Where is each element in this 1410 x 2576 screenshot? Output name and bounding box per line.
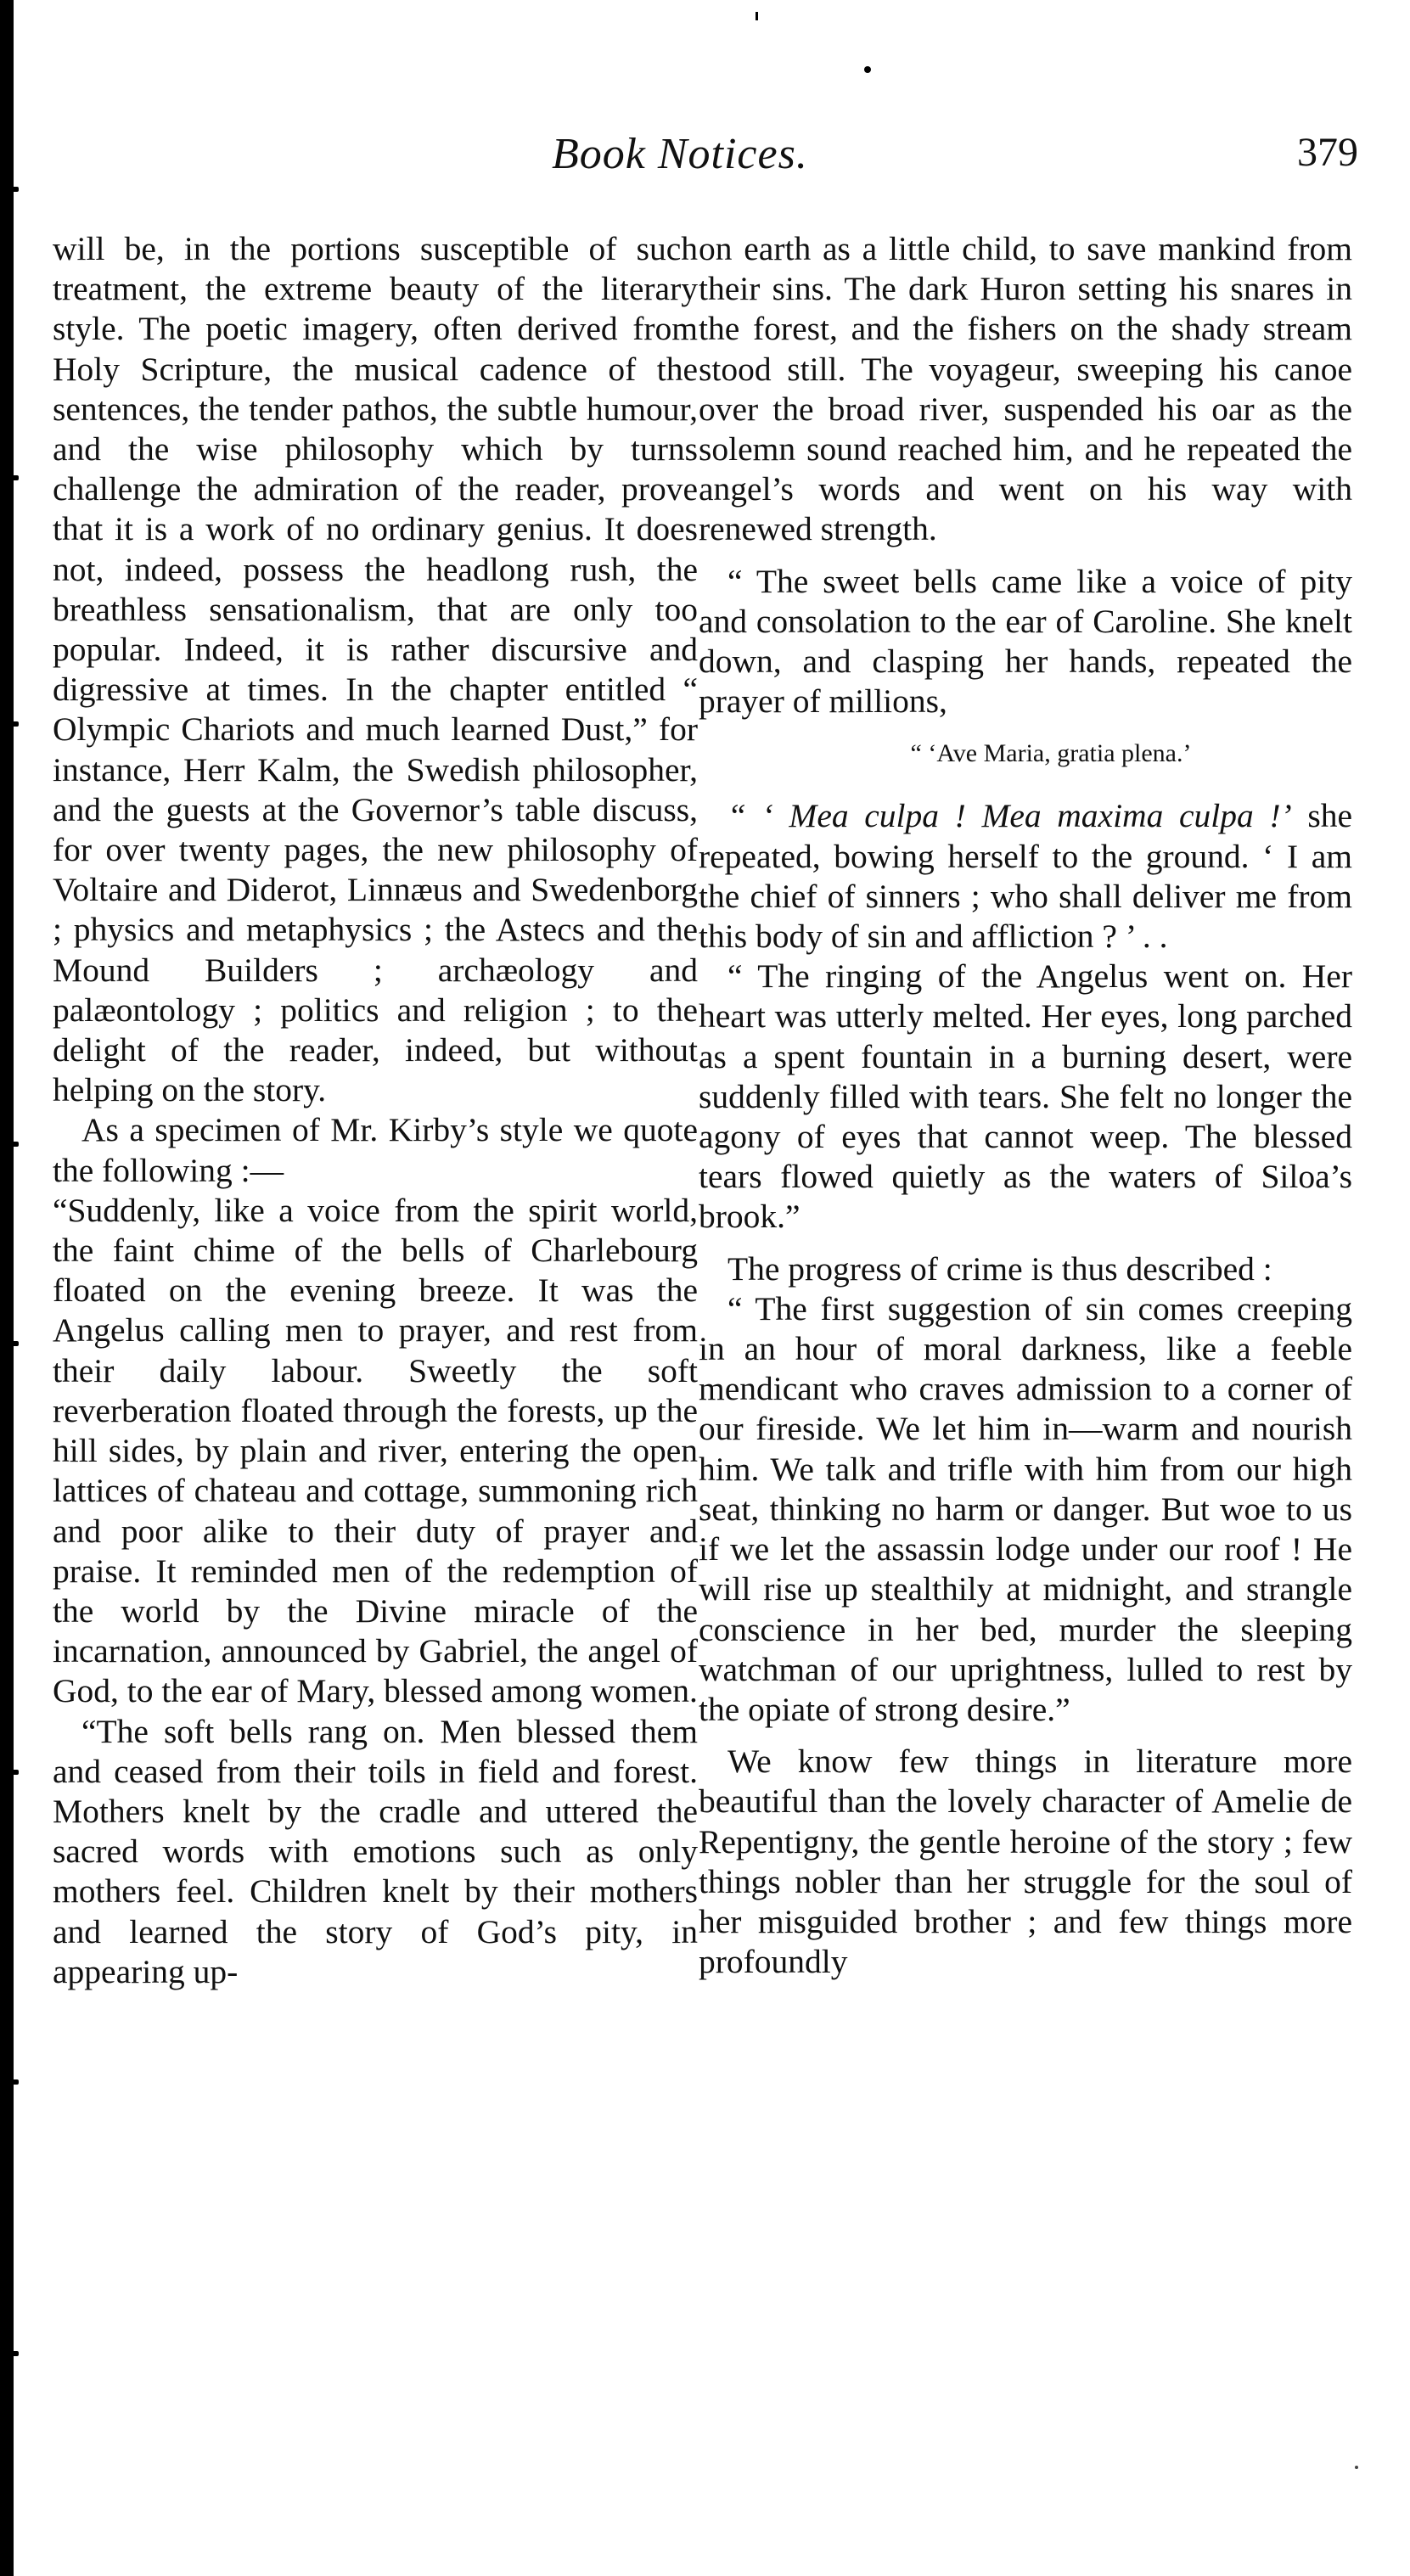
gutter-marks <box>12 0 32 2576</box>
scan-mark <box>756 12 758 20</box>
quoted-paragraph: “The soft bells rang on. Men blessed them and ceased from their toils in field and forest. Mothers knelt by the cradle and uttered the sacred words with emotions such as only mothers feel. Children knelt by their mothers and learned the story of God’s pity, in appearing up- <box>53 1712 698 1990</box>
scan-dot <box>1355 2466 1358 2469</box>
paragraph: The progress of crime is thus described : <box>727 1249 1272 1288</box>
paragraph: We know few things in literature more beautiful than the lovely character of Amelie de Repentigny, the gentle heroine of the story ; few things nobler than her struggle for the soul of her misguided brother ; and few things more profoundly <box>699 1743 1352 1981</box>
right-column <box>699 229 1352 1982</box>
paragraph-text: she repeated, bowing herself to the ground. ‘ I am the chief of sinners ; who shall deliver me from this body of sin and affliction ? ’ . . <box>699 797 1353 956</box>
quoted-paragraph: “ The sweet bells came like a voice of pity and consolation to the ear of Caroline. She knelt down, and clasping her hands, repeated the prayer of millions, <box>699 562 1352 721</box>
left-column <box>53 229 698 1992</box>
running-title: Book Notices. <box>552 130 808 178</box>
scan-dot <box>864 66 871 73</box>
paragraph: on earth as a little child, to save mankind from their sins. The dark Huron setting his snares in the forest, and the fishers on the shady stream stood still. The voyageur, sweeping his canoe over the broad river, suspended his oar as the solemn sound reached him, and he repeated the angel’s words and went on his way with renewed strength. <box>699 230 1352 548</box>
paragraph: will be, in the portions susceptible of such treatment, the extreme beauty of the literary style. The poetic imagery, often derived from Holy Scripture, the musical cadence of the sentences, the tender pathos, the subtle humour, and the wise philosophy which by turns challenge the admiration of the reader, prove that it is a work of no ordinary genius. It does not, indeed, possess the headlong rush, the breathless sensationalism, that are only too popular. Indeed, it is rather discursive and digressive at times. In the chapter entitled “ Olympic Chariots and much learned Dust,” for instance, Herr Kalm, the Swedish philosopher, and the guests at the Governor’s table discuss, for over twenty pages, the new philosophy of Voltaire and Diderot, Linnæus and Swedenborg ; physics and metaphysics ; the Astecs and the Mound Builders ; archæology and palæontology ; politics and religion ; to the delight of the reader, indeed, but without helping on the story. <box>53 230 698 1109</box>
quoted-paragraph <box>699 796 1352 957</box>
quoted-paragraph: “Suddenly, like a voice from the spirit world, the faint chime of the bells of Charlebourg floated on the evening breeze. It was the Angelus calling men to prayer, and rest from their daily labour. Sweetly the soft reverberation floated through the forests, up the hill sides, by plain and river, entering the open lattices of chateau and cottage, summoning rich and poor alike to their duty of prayer and praise. It reminded men of the redemption of the world by the Divine miracle of the incarnation, announced by Gabriel, the angel of God, to the ear of Mary, blessed among women. <box>53 1191 698 1710</box>
quoted-paragraph: “ The ringing of the Angelus went on. Her heart was utterly melted. Her eyes, long parched as a spent fountain in a burning desert, were suddenly filled with tears. She felt no longer the agony of eyes that cannot weep. The blessed tears flowed quietly as the waters of Siloa’s brook.” <box>699 957 1352 1236</box>
quoted-paragraph: “ The first suggestion of sin comes creeping in an hour of moral darkness, like a feeble mendicant who craves admission to a corner of our fireside. We let him in—warm and nourish him. We talk and trifle with him from our high seat, thinking no harm or danger. But woe to us if we let the assassin lodge under our roof ! He will rise up stealthily at midnight, and strangle conscience in her bed, murder the sleeping watchman of our uprightness, lulled to rest by the opiate of strong desire.” <box>699 1289 1352 1728</box>
page-number: 379 <box>1297 130 1358 175</box>
latin-phrase: “ ‘ Mea culpa ! Mea maxima culpa !’ <box>727 797 1292 835</box>
paragraph: As a specimen of Mr. Kirby’s style we quote the following :— <box>53 1111 698 1189</box>
verse-quote: “ ‘Ave Maria, gratia plena.’ <box>910 739 1192 768</box>
page-header <box>51 129 1358 188</box>
